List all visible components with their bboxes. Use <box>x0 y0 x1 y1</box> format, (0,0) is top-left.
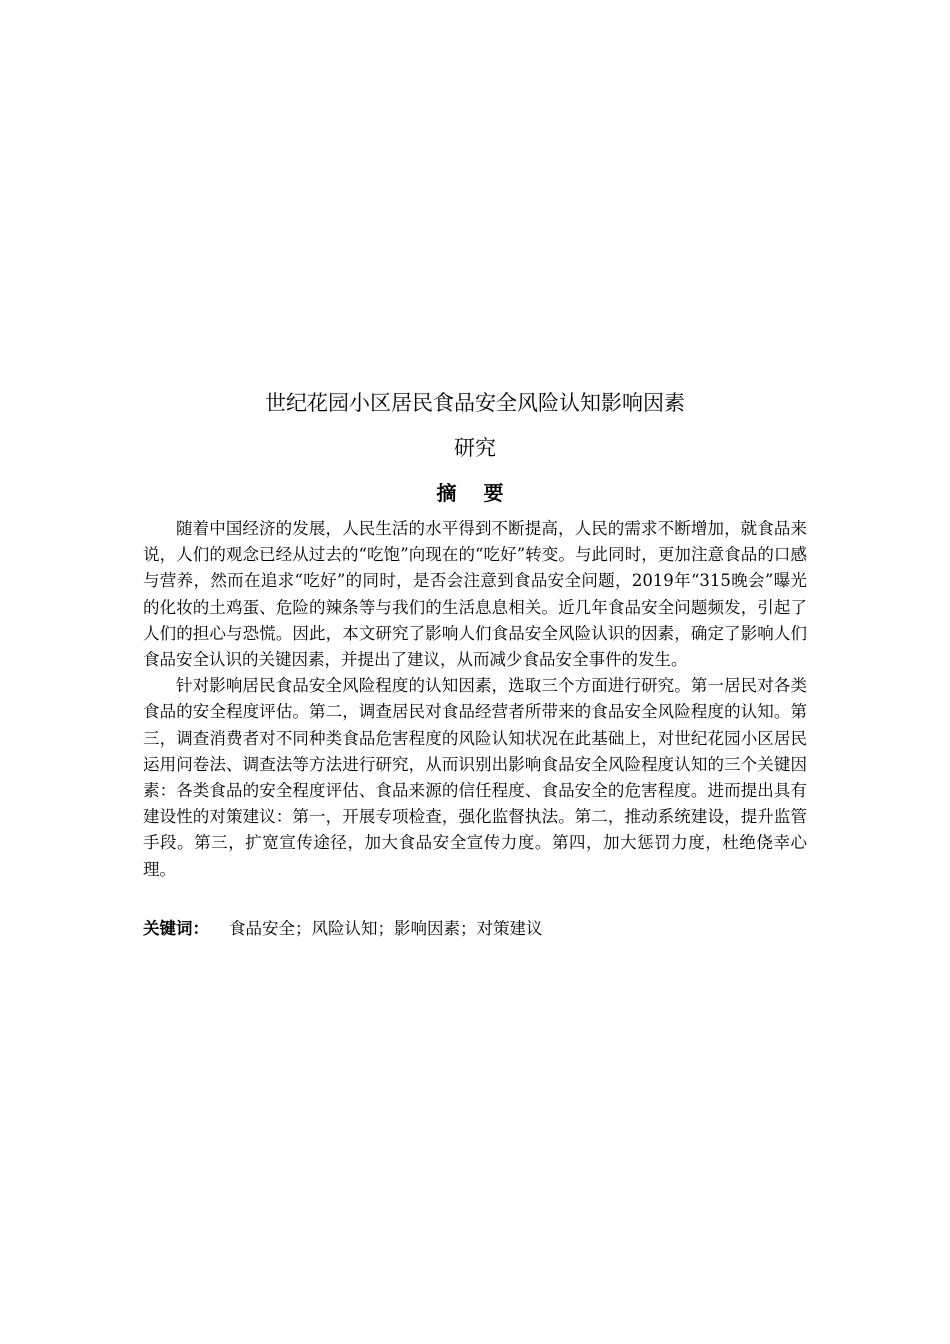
document-title-line2: 研究 <box>454 436 496 460</box>
abstract-heading: 摘 要 <box>436 481 514 505</box>
document-title-line1: 世纪花园小区居民食品安全风险认知影响因素 <box>265 391 685 415</box>
keywords-text: 食品安全；风险认知；影响因素；对策建议 <box>229 919 543 938</box>
abstract-paragraph: 针对影响居民食品安全风险程度的认知因素，选取三个方面进行研究。第一居民对各类食品的安全程度评估。第二，调查居民对食品经营者所带来的食品安全风险程度的认知。第三，调查消费者对不同种类食品危害程度的风险认知状况在此基础上，对世纪花园小区居民运用问卷法、调查法等方法进行研究，从而识别出影响食品安全风险程度认知的三个关键因素：各类食品的安全程度评估、食品来源的信任程度、食品安全的危害程度。进而提出具有建设性的对策建议：第一，开展专项检查，强化监督执法。第二，推动系统建设，提升监管手段。第三，扩宽宣传途径，加大食品安全宣传力度。第四，加大惩罚力度，杜绝侥幸心理。 <box>143 676 807 879</box>
abstract-paragraph: 随着中国经济的发展，人民生活的水平得到不断提高，人民的需求不断增加，就食品来说，人们的观念已经从过去的“吃饱”向现在的“吃好”转变。与此同时，更加注意食品的口感与营养，然而在追求“吃好”的同时，是否会注意到食品安全问题，2019年“315晚会”曝光的化妆的土鸡蛋、危险的辣条等与我们的生活息息相关。近几年食品安全问题频发，引起了人们的担心与恐慌。因此，本文研究了影响人们食品安全风险认识的因素，确定了影响人们食品安全认识的关键因素，并提出了建议，从而减少食品安全事件的发生。 <box>143 519 807 670</box>
keywords-label: 关键词： <box>143 919 209 938</box>
keywords-line <box>143 916 807 942</box>
abstract-body <box>143 516 807 883</box>
